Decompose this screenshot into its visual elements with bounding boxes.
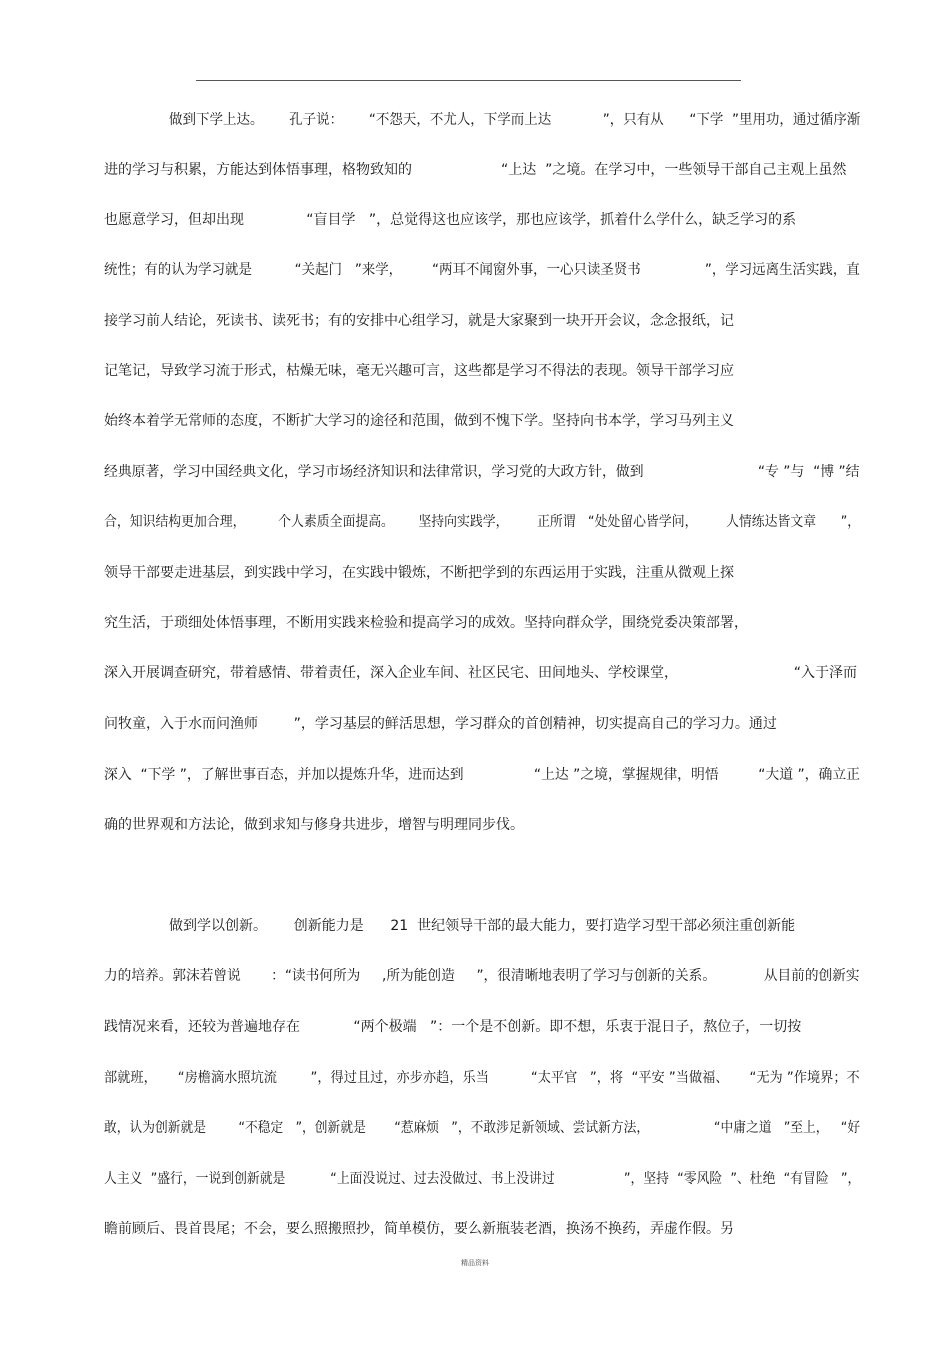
paragraph-2-line-3: 践情况来看，还较为普遍地存在 “两个极端 ”：一个是不创新。即不想，乐衷于混日子，熬位子，一切按	[104, 1019, 802, 1035]
paragraph-1-line-12: 深入开展调查研究，带着感情、带着责任，深入企业车间、社区民宅、田间地头、学校课堂， “入于泽而	[104, 665, 857, 681]
paragraph-1-line-14: 深入 “下学 ”，了解世事百态，并加以提炼升华，进而达到 “上达 ”之境，掌握规律，明悟 “大道 ”，确立正	[104, 767, 861, 783]
paragraph-1-line-4: 统性；有的认为学习就是 “关起门 ”来学， “两耳不闻窗外事，一心只读圣贤书 ”，学习远离生活实践，直	[104, 262, 860, 278]
paragraph-1-line-1: 做到下学上达。 孔子说： “不怨天，不尤人，下学而上达 ”，只有从 “下学 ”里用功，通过循序渐	[169, 112, 861, 128]
paragraph-2-line-1: 做到学以创新。 创新能力是 21 世纪领导干部的最大能力，要打造学习型干部必须注重创新能	[169, 918, 796, 934]
paragraph-2-line-7: 瞻前顾后、畏首畏尾；不会，要么照搬照抄，简单模仿，要么新瓶装老酒，换汤不换药，弄虚作假。另	[104, 1221, 734, 1237]
paragraph-2-line-4: 部就班， “房檐滴水照坑流 ”，得过且过，亦步亦趋，乐当 “太平官 ”，将 “平安 ”当做福、 “无为 ”作境界；不	[104, 1070, 860, 1086]
paragraph-1-line-5: 接学习前人结论，死读书、读死书；有的安排中心组学习，就是大家聚到一块开开会议，念念报纸，记	[104, 313, 734, 329]
paragraph-1-line-13: 问牧童，入于水而问渔师 ”，学习基层的鲜活思想，学习群众的首创精神，切实提高自己的学习力。通过	[104, 716, 777, 732]
paragraph-1-line-8: 经典原著，学习中国经典文化，学习市场经济知识和法律常识，学习党的大政方针，做到 “专 ”与 “博 ”结	[104, 464, 860, 480]
paragraph-1-line-10: 领导干部要走进基层，到实践中学习，在实践中锻炼，不断把学到的东西运用于实践，注重从微观上探	[104, 565, 734, 581]
paragraph-1-line-11: 究生活，于琐细处体悟事理，不断用实践来检验和提高学习的成效。坚持向群众学，围绕党委决策部署，	[104, 615, 748, 631]
paragraph-2-line-5: 敢，认为创新就是 “不稳定 ”，创新就是 “惹麻烦 ”，不敢涉足新领域、尝试新方法， “中庸之道 ”至上， “好	[104, 1120, 861, 1136]
paragraph-2-line-2: 力的培养。郭沫若曾说 ：“读书何所为 ,所为能创造 ”，很清晰地表明了学习与创新的关系。 从目前的创新实	[104, 968, 860, 984]
paragraph-1-line-2: 进的学习与积累，方能达到体悟事理，格物致知的 “上达 ”之境。在学习中，一些领导干部自己主观上虽然	[104, 162, 847, 178]
page-footer: 精品资料	[461, 1259, 489, 1267]
paragraph-1-line-7: 始终本着学无常师的态度，不断扩大学习的途径和范围，做到不愧下学。坚持向书本学，学习马列主义	[104, 413, 734, 429]
paragraph-1-line-15: 确的世界观和方法论，做到求知与修身共进步，增智与明理同步伐。	[104, 817, 524, 833]
paragraph-1-line-9: 合，知识结构更加合理， 个人素质全面提高。 坚持向实践学， 正所谓 “处处留心皆学问， 人情练达皆文章 ”，	[104, 514, 861, 530]
paragraph-1-line-3: 也愿意学习，但却出现 “盲目学 ”，总觉得这也应该学，那也应该学，抓着什么学什么，缺乏学习的系	[104, 212, 797, 228]
paragraph-1-line-6: 记笔记，导致学习流于形式，枯燥无味，毫无兴趣可言，这些都是学习不得法的表现。领导干部学习应	[104, 363, 734, 379]
header-rule	[196, 80, 741, 81]
paragraph-2-line-6: 人主义 ”盛行，一说到创新就是 “上面没说过、过去没做过、书上没讲过 ”，坚持 “零风险 ”、杜绝 “有冒险 ”，	[104, 1171, 861, 1187]
